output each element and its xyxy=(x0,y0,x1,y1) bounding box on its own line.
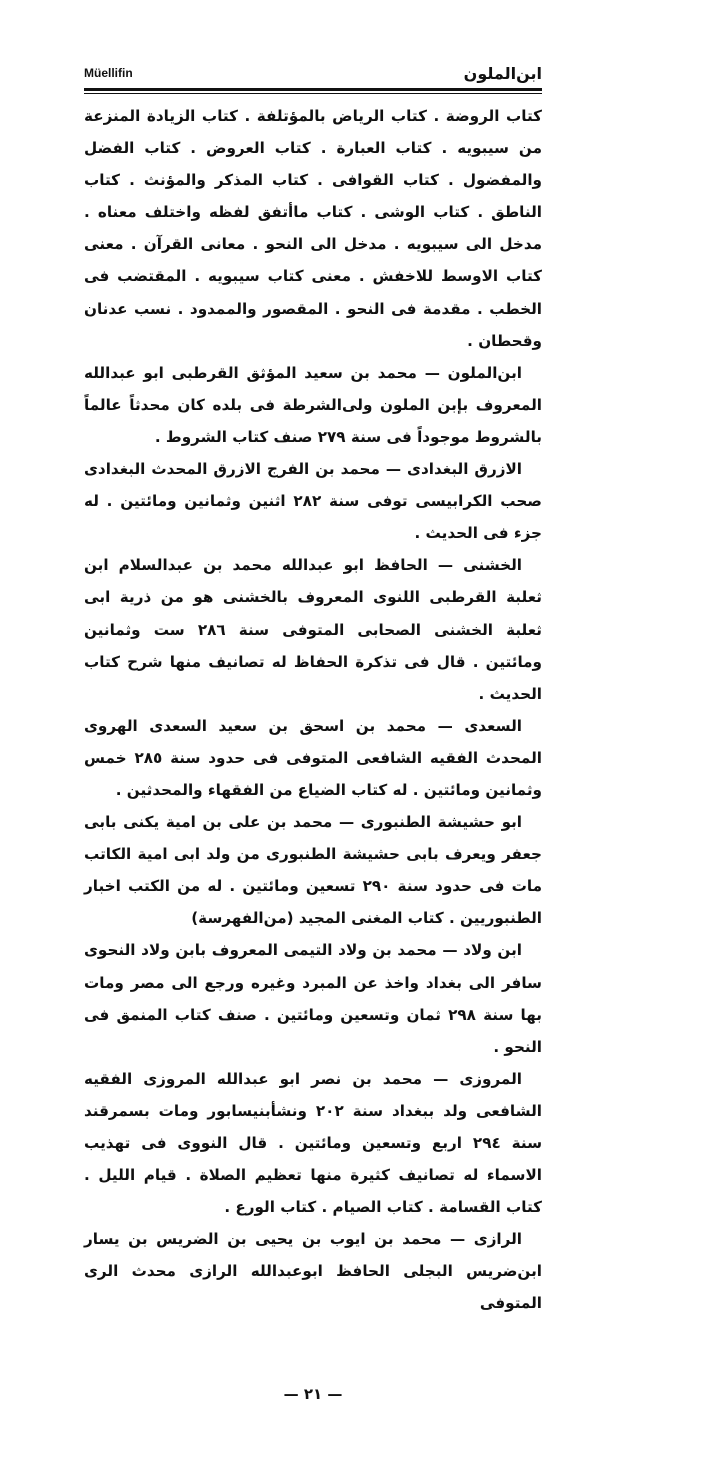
page-body xyxy=(84,100,542,1320)
entry-paragraph: الرازى — محمد بن ايوب بن يحيى بن الضريس بن يسار ابن‌ضريس البجلى الحافظ ابوعبدالله الرازى محدث الرى المتوفى xyxy=(84,1230,542,1313)
entry-paragraph: ابن ولاد — محمد بن ولاد التيمى المعروف بابن ولاد النحوى سافر الى بغداد واخذ عن المبرد وغيره ورجع الى مصر ومات بها سنة ٢٩٨ ثمان وتسعين ومائتين . صنف كتاب المنمق فى النحو . xyxy=(84,941,542,1056)
paragraph-continuation: كتاب الروضة . كتاب الرياض بالمؤتلفة . كتاب الزيادة المنزعة من سيبويه . كتاب العبارة . كتاب العروض . كتاب الفضل والمفضول . كتاب القوافى . كتاب المذكر والمؤنث . كتاب الناطق . كتاب الوشى . كتاب ماأتفق لفظه واختلف معناه . مدخل الى سيبويه . مدخل الى النحو . معانى القرآن . معنى كتاب الاوسط للاخفش . معنى كتاب سيبويه . المقتضب فى الخطب . مقدمة فى النحو . المقصور والممدود . نسب عدنان وقحطان . xyxy=(84,107,542,350)
header-rule-thin xyxy=(84,93,542,94)
entry-paragraph: ابو حشيشة الطنبورى — محمد بن على بن امية يكنى بابى جعفر ويعرف بابى حشيشة الطنبورى من ولد ابى امية الكاتب مات فى حدود سنة ٢٩٠ تسعين ومائتين . له من الكتب اخبار الطنبوريين . كتاب المغنى المجيد (من‌الفهرسة) xyxy=(84,813,542,928)
entry-paragraph: ابن‌الملون — محمد بن سعيد المؤثق القرطبى ابو عبدالله المعروف بإبن الملون ولى‌الشرطة فى بلده كان محدثاً عالماً بالشروط موجوداً فى سنة ٢٧٩ صنف كتاب الشروط . xyxy=(84,363,542,446)
running-header xyxy=(84,60,542,90)
header-rule-thick xyxy=(84,88,542,91)
entry-paragraph: الخشنى — الحافظ ابو عبدالله محمد بن عبدالسلام ابن ثعلبة القرطبى اللنوى المعروف بالخشنى هو من ذرية ابى ثعلبة الخشنى الصحابى المتوفى سنة ٢٨٦ ست وثمانين ومائتين . قال فى تذكرة الحفاظ له تصانيف منها شرح كتاب الحديث . xyxy=(84,556,542,703)
entry-paragraph: المروزى — محمد بن نصر ابو عبدالله المروزى الفقيه الشافعى ولد ببغداد سنة ٢٠٢ ونشأبنيسابور ومات بسمرقند سنة ٢٩٤ اربع وتسعين ومائتين . قال النووى فى تهذيب الاسماء له تصانيف كثيرة منها تعظيم الصلاة . قيام الليل . كتاب القسامة . كتاب الصيام . كتاب الورع . xyxy=(84,1069,542,1217)
entry-paragraph: السعدى — محمد بن اسحق بن سعيد السعدى الهروى المحدث الفقيه الشافعى المتوفى فى حدود سنة ٢٨٥ خمس وثمانين ومائتين . له كتاب الضياع من الفقهاء والمحدثين . xyxy=(84,716,542,799)
header-left-label: Müellifin xyxy=(84,66,133,80)
header-right-label: ابن‌الملون xyxy=(463,64,542,83)
entry-paragraph: الازرق البغدادى — محمد بن الفرج الازرق المحدث البغدادى صحب الكرابيسى توفى سنة ٢٨٢ اثنين وثمانين ومائتين . له جزء فى الحديث . xyxy=(84,460,542,543)
page-number: — ٢١ — xyxy=(283,1385,343,1403)
